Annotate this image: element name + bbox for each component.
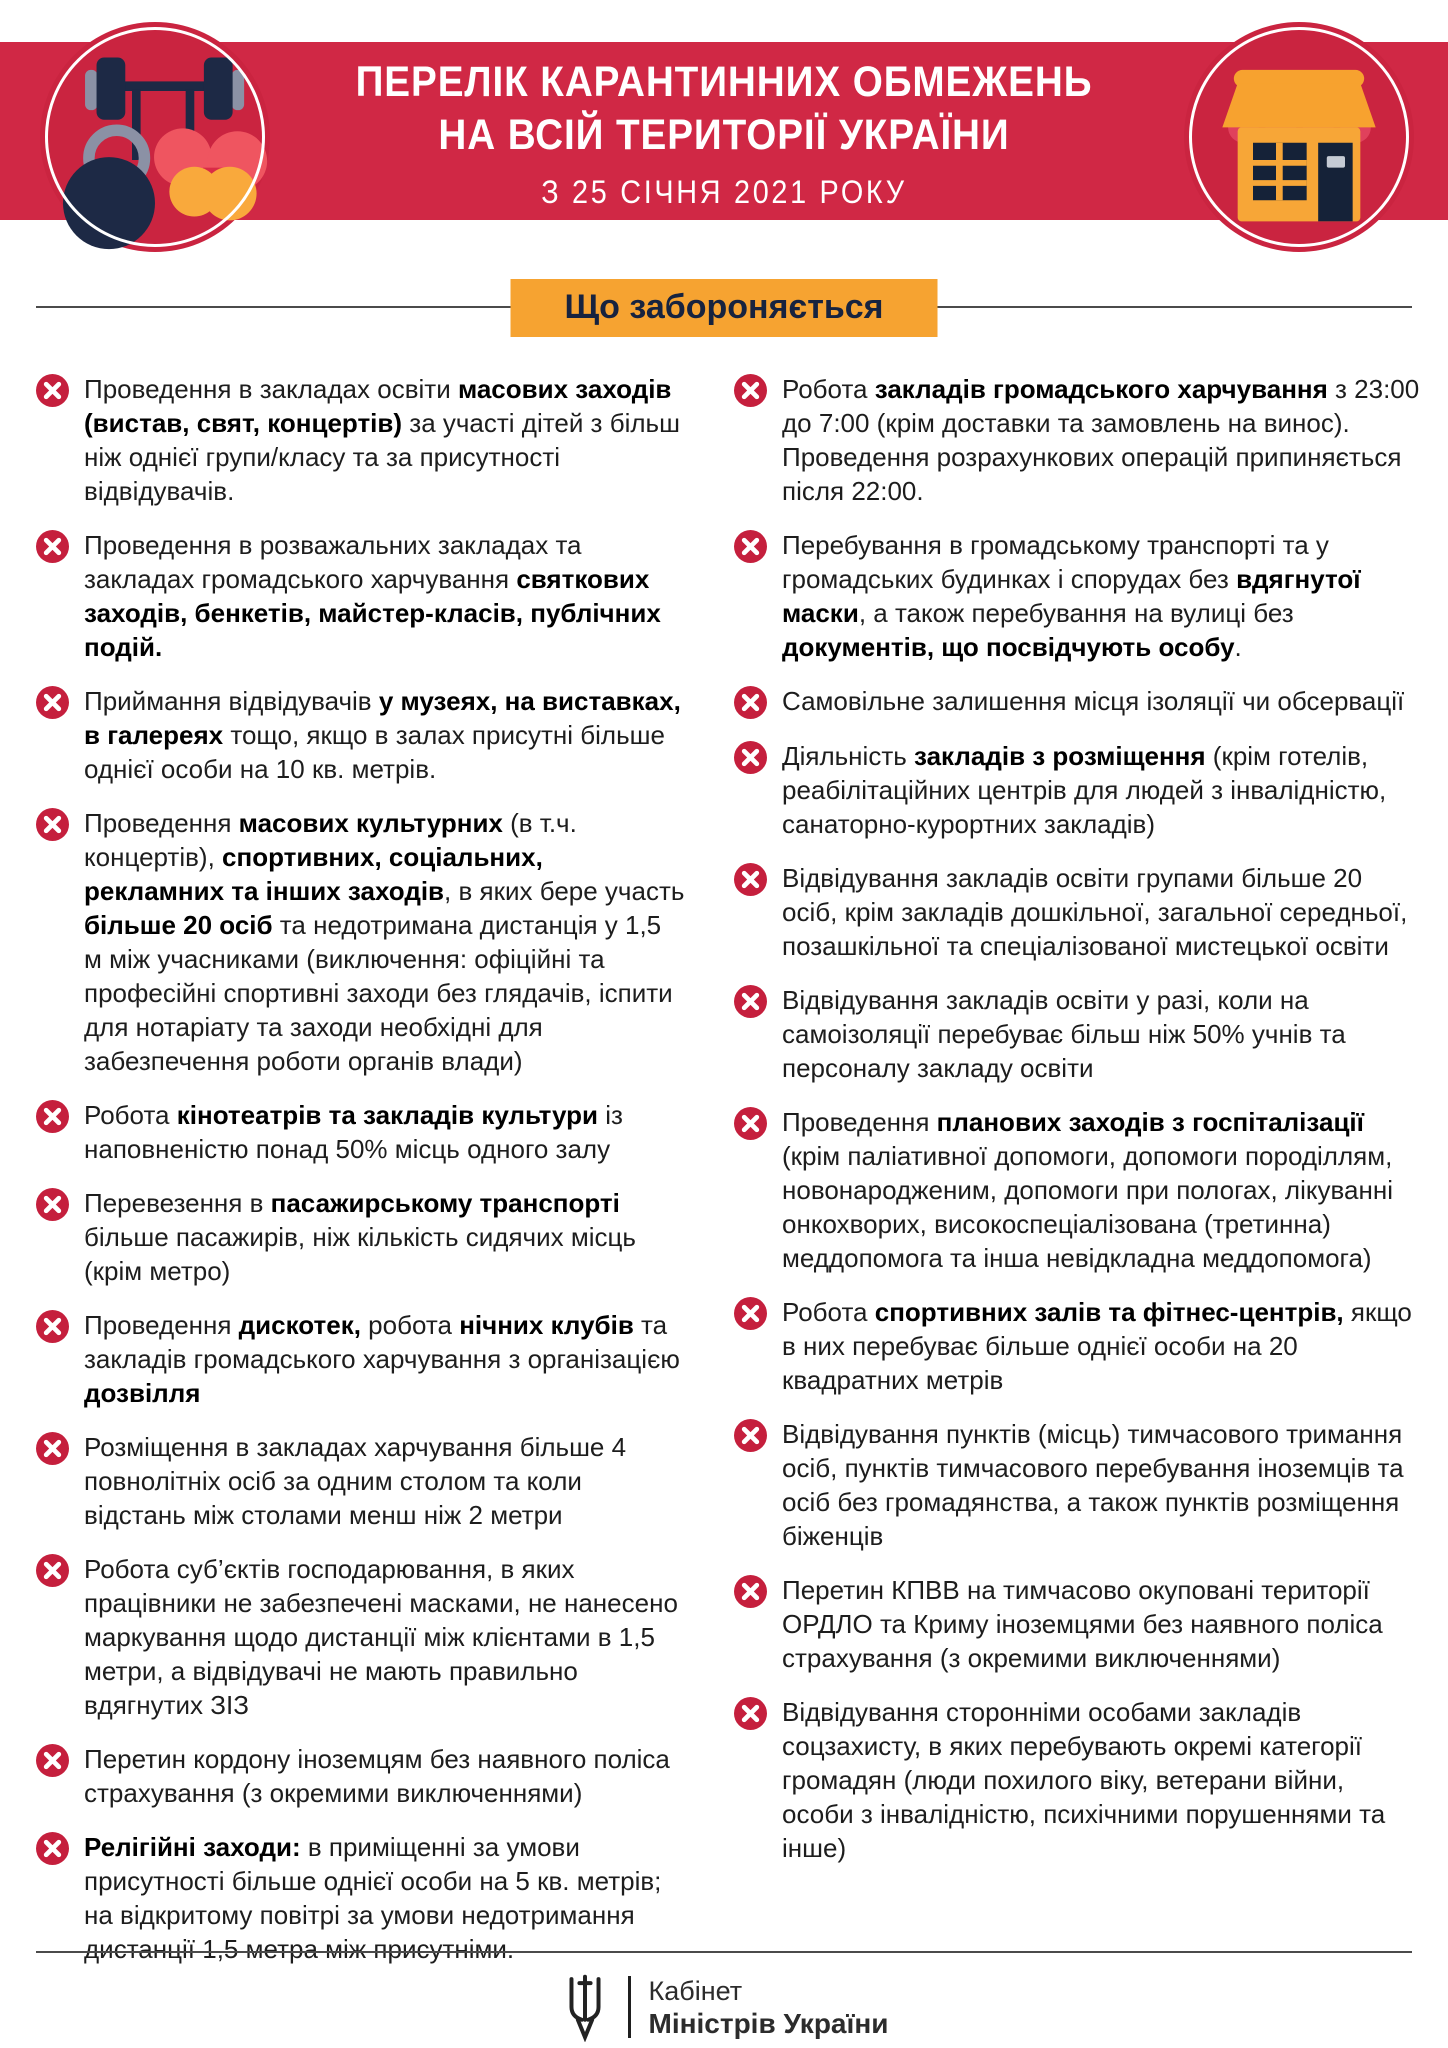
- prohibited-x-icon: [734, 1297, 767, 1330]
- restriction-text: Відвідування пунктів (місць) тимчасового тримання осіб, пунктів тимчасового перебування іноземців та осіб без громадянства, а також пунктів розміщення біженців: [782, 1419, 1404, 1551]
- restriction-item: [734, 372, 1422, 508]
- restriction-item: [36, 806, 686, 1078]
- prohibited-x-icon: [36, 1188, 69, 1221]
- restriction-text: Релігійні заходи: в приміщенні за умови присутності більше однієї особи на 5 кв. метрів; на відкритому повітрі за умови недотримання дистанції 1,5 метра між присутніми.: [84, 1832, 662, 1964]
- restriction-text: Робота суб’єктів господарювання, в яких працівники не забезпечені масками, не нанесено маркування щодо дистанції між клієнтами в 1,5 метри, а відвідувачі не мають правильно вдягнутих ЗІЗ: [84, 1554, 678, 1720]
- restriction-text: Відвідування сторонніми особами закладів соцзахисту, в яких перебувають окремі категорії громадян (люди похилого віку, ветерани війни, особи з інвалідністю, психічними порушеннями та інше): [782, 1697, 1386, 1863]
- restriction-text: Проведення в розважальних закладах та закладах громадського харчування святкових заходів, бенкетів, майстер-класів, публічних подій.: [84, 530, 661, 662]
- footer-org-line1: Кабінет: [648, 1975, 743, 2006]
- footer: [0, 1972, 1448, 2042]
- prohibited-x-icon: [734, 1697, 767, 1730]
- restriction-text: Робота спортивних залів та фітнес-центрів, якщо в них перебуває більше однієї особи на 20 квадратних метрів: [782, 1297, 1412, 1395]
- prohibited-x-icon: [36, 808, 69, 841]
- restriction-item: [734, 528, 1422, 664]
- restriction-item: [36, 1308, 686, 1410]
- prohibited-x-icon: [36, 530, 69, 563]
- prohibited-x-icon: [734, 1107, 767, 1140]
- restriction-item: [36, 1098, 686, 1166]
- restriction-item: [36, 1430, 686, 1532]
- restriction-item: [734, 684, 1422, 719]
- restriction-item: [36, 684, 686, 786]
- prohibited-x-icon: [734, 1419, 767, 1452]
- prohibited-x-icon: [734, 985, 767, 1018]
- header-titles: [72, 56, 1375, 211]
- restriction-item: [734, 1573, 1422, 1675]
- prohibited-x-icon: [734, 530, 767, 563]
- prohibited-x-icon: [734, 741, 767, 774]
- prohibited-x-icon: [36, 1744, 69, 1777]
- prohibited-x-icon: [36, 1832, 69, 1865]
- restriction-item: [36, 1552, 686, 1722]
- prohibited-x-icon: [36, 1310, 69, 1343]
- page-title-line1: ПЕРЕЛІК КАРАНТИННИХ ОБМЕЖЕНЬ: [355, 58, 1093, 106]
- restriction-text: Перебування в громадському транспорті та у громадських будинках і спорудах без вдягнутої маски, а також перебування на вулиці без документів, що посвідчують особу.: [782, 530, 1361, 662]
- restriction-item: [734, 1295, 1422, 1397]
- prohibited-x-icon: [734, 1575, 767, 1608]
- restriction-text: Відвідування закладів освіти у разі, коли на самоізоляції перебуває більш ніж 50% учнів та персоналу закладу освіти: [782, 985, 1346, 1083]
- restriction-text: Діяльність закладів з розміщення (крім готелів, реабілітаційних центрів для людей з інвалідністю, санаторно-курортних закладів): [782, 741, 1387, 839]
- restriction-text: Робота кінотеатрів та закладів культури із наповненістю понад 50% місць одного залу: [84, 1100, 623, 1164]
- restriction-text: Проведення планових заходів з госпіталізації (крім паліативної допомоги, допомоги породіллям, новонародженим, допомоги при пологах, лікуванні онкохворих, високоспеціалізована (третинна) меддопомога та інша невідкладна меддопомога): [782, 1107, 1394, 1273]
- prohibited-x-icon: [734, 863, 767, 896]
- restriction-text: Приймання відвідувачів у музеях, на виставках, в галереях тощо, якщо в залах присутні більше однієї особи на 10 кв. метрів.: [84, 686, 681, 784]
- restriction-text: Проведення масових культурних (в т.ч. концертів), спортивних, соціальних, рекламних та інших заходів, в яких бере участь більше 20 осіб та недотримана дистанція у 1,5 м між учасниками (виключення: офіційні та професійні спортивні заходи без глядачів, іспити для нотаріату та заходи необхідні для забезпечення роботи органів влади): [84, 808, 685, 1076]
- restriction-item: [734, 861, 1422, 963]
- restriction-text: Проведення дискотек, робота нічних клубів та закладів громадського харчування з організацією дозвілля: [84, 1310, 680, 1408]
- prohibited-x-icon: [36, 1100, 69, 1133]
- page-date: З 25 СІЧНЯ 2021 РОКУ: [541, 174, 907, 210]
- prohibited-x-icon: [734, 374, 767, 407]
- restrictions-columns: [36, 372, 1422, 1986]
- restriction-item: [36, 528, 686, 664]
- restriction-item: [36, 1742, 686, 1810]
- restriction-text: Самовільне залишення місця ізоляції чи обсервації: [782, 686, 1405, 716]
- restriction-text: Проведення в закладах освіти масових заходів (вистав, свят, концертів) за участі дітей з більш ніж однієї групи/класу та за присутності відвідувачів.: [84, 374, 680, 506]
- restriction-text: Перетин КПВВ на тимчасово окуповані території ОРДЛО та Криму іноземцями без наявного поліса страхування (з окремими виключеннями): [782, 1575, 1383, 1673]
- footer-organization: [649, 1975, 889, 2040]
- restriction-item: [36, 372, 686, 508]
- restriction-item: [734, 739, 1422, 841]
- prohibited-x-icon: [36, 686, 69, 719]
- prohibited-x-icon: [36, 374, 69, 407]
- restriction-text: Робота закладів громадського харчування з 23:00 до 7:00 (крім доставки та замовлень на винос). Проведення розрахункових операцій припиняється після 22:00.: [782, 374, 1420, 506]
- restriction-text: Перевезення в пасажирському транспорті більше пасажирів, ніж кількість сидячих місць (крім метро): [84, 1188, 636, 1286]
- restriction-text: Перетин кордону іноземцям без наявного поліса страхування (з окремими виключеннями): [84, 1744, 670, 1808]
- restrictions-column-left: [36, 372, 686, 1986]
- prohibited-x-icon: [734, 686, 767, 719]
- restriction-item: [734, 983, 1422, 1085]
- footer-org-line2: Міністрів України: [648, 2007, 889, 2039]
- restriction-item: [36, 1186, 686, 1288]
- restrictions-column-right: [734, 372, 1422, 1986]
- ukraine-trident-icon: [560, 1972, 610, 2042]
- restriction-item: [734, 1695, 1422, 1865]
- prohibited-x-icon: [36, 1554, 69, 1587]
- footer-divider-line: [36, 1951, 1412, 1953]
- restriction-item: [734, 1417, 1422, 1553]
- section-badge: Що забороняється: [511, 279, 938, 337]
- footer-divider-bar: [628, 1976, 631, 2038]
- prohibited-x-icon: [36, 1432, 69, 1465]
- restriction-item: [36, 1830, 686, 1966]
- restriction-text: Відвідування закладів освіти групами більше 20 осіб, крім закладів дошкільної, загальної середньої, позашкільної та спеціалізованої мистецької освіти: [782, 863, 1408, 961]
- restriction-item: [734, 1105, 1422, 1275]
- page-title-line2: НА ВСІЙ ТЕРИТОРІЇ УКРАЇНИ: [438, 111, 1010, 159]
- restriction-text: Розміщення в закладах харчування більше 4 повнолітніх осіб за одним столом та коли відстань між столами менш ніж 2 метри: [84, 1432, 627, 1530]
